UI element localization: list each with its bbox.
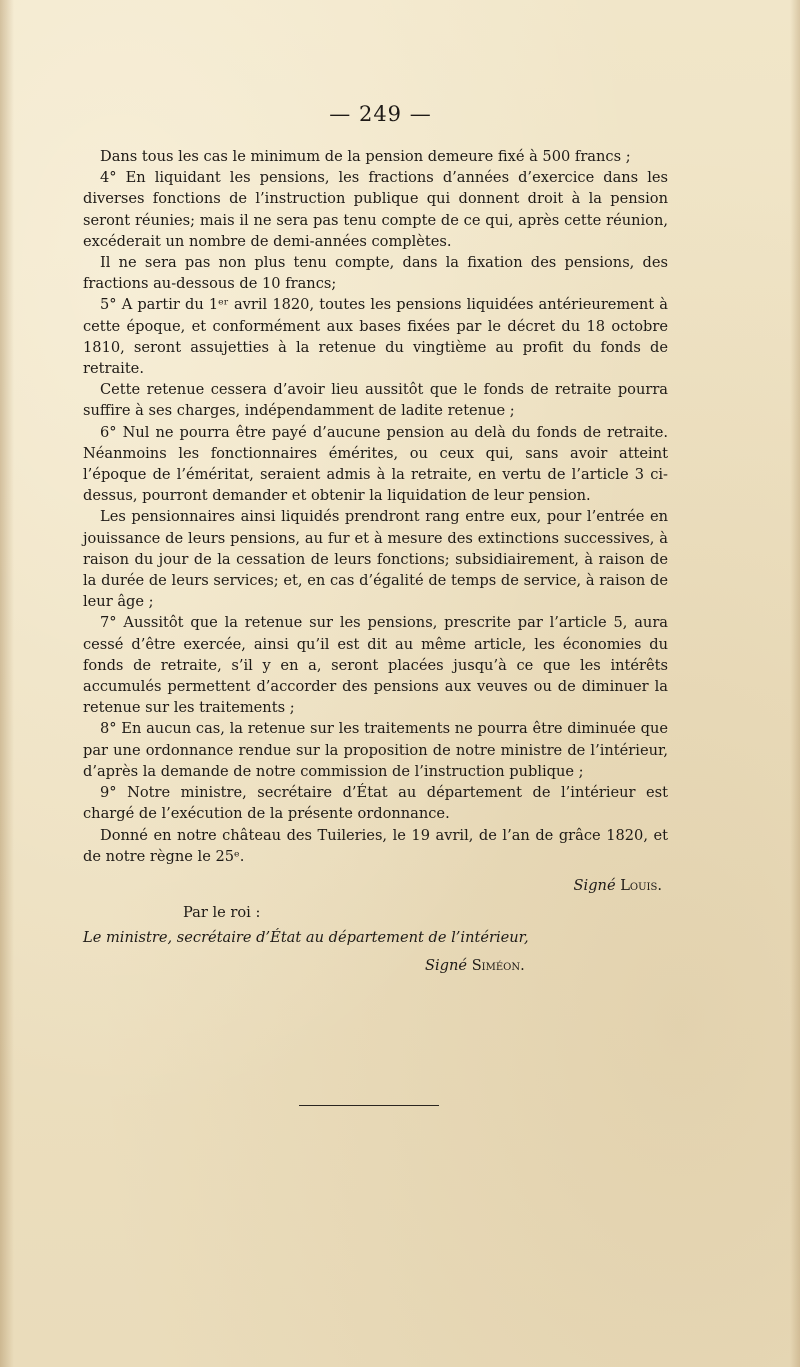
paragraph-article-4: 4° En liquidant les pensions, les fractions d’années d’exercice dans les diverses fonctions de l’instruction publique qui donnent droit à la pension seront réunies; mais il ne sera pas tenu compte de ce qui, après cette réunion, excéderait un nombre de demi-années complètes.: [83, 169, 668, 250]
paragraph-article-8: 8° En aucun cas, la retenue sur les traitements ne pourra être diminuée que par une ordonnance rendue sur la proposition de notre ministre de l’intérieur, d’après la demande de notre commission de l’instruction publique ;: [83, 720, 668, 780]
signature-name: Siméon.: [471, 956, 525, 974]
signature-louis: [83, 875, 668, 896]
paragraph-donne: Donné en notre château des Tuileries, le 19 avril, de l’an de grâce 1820, et de notre règne le 25ᵉ.: [83, 826, 668, 865]
signature-simeon: [83, 955, 668, 976]
signature-label: Signé: [573, 876, 616, 894]
minister-line: Le ministre, secrétaire d’État au département de l’intérieur,: [83, 929, 529, 947]
paragraph-minimum-pension: Dans tous les cas le minimum de la pension demeure fixé à 500 francs ;: [100, 148, 631, 165]
paragraph-retenue: Cette retenue cessera d’avoir lieu aussitôt que le fonds de retraite pourra suffire à ses charges, indépendamment de ladite retenue ;: [83, 381, 668, 420]
par-le-roi: Par le roi :: [183, 904, 261, 922]
paragraph-fractions: Il ne sera pas non plus tenu compte, dans la fixation des pensions, des fractions au-dessous de 10 francs;: [83, 254, 668, 293]
page-number: — 249 —: [329, 102, 432, 126]
paragraph-article-7: 7° Aussitôt que la retenue sur les pensions, prescrite par l’article 5, aura cessé d’être exercée, ainsi qu’il est dit au même article, les économies du fonds de retraite, s’il y en a, seront placées jusqu’à ce que les intérêts accumulés permettent d’accorder des pensions aux veuves ou de diminuer la retenue sur les traitements ;: [83, 614, 668, 717]
signature-label: Signé: [425, 956, 468, 974]
text-body: [83, 102, 668, 976]
paragraph-article-9: 9° Notre ministre, secrétaire d’État au département de l’intérieur est chargé de l’exécution de la présente ordonnance.: [83, 784, 668, 823]
page-edge-shadow-right: [790, 0, 800, 1367]
paragraph-pensionnaires: Les pensionnaires ainsi liquidés prendront rang entre eux, pour l’entrée en jouissance de leurs pensions, au fur et à mesure des extinctions successives, à raison du jour de la cessation de leurs fonctions; subsidiairement, à raison de la durée de leurs services; et, en cas d’égalité de temps de service, à raison de leur âge ;: [83, 508, 668, 611]
paragraph-article-5: 5° A partir du 1ᵉʳ avril 1820, toutes les pensions liquidées antérieurement à cette époque, et conformément aux bases fixées par le décret du 18 octobre 1810, seront assujetties à la retenue du vingtième au profit du fonds de retraite.: [83, 296, 668, 378]
closing-rule: [299, 1105, 439, 1106]
page-edge-shadow-left: [0, 0, 14, 1367]
paragraph-article-6: 6° Nul ne pourra être payé d’aucune pension au delà du fonds de retraite. Néanmoins les fonctionnaires émérites, ou ceux qui, sans avoir atteint l’époque de l’éméritat, seraient admis à la retraite, en vertu de l’article 3 ci-dessus, pourront demander et obtenir la liquidation de leur pension.: [83, 423, 668, 505]
signature-name: Louis.: [620, 876, 662, 894]
